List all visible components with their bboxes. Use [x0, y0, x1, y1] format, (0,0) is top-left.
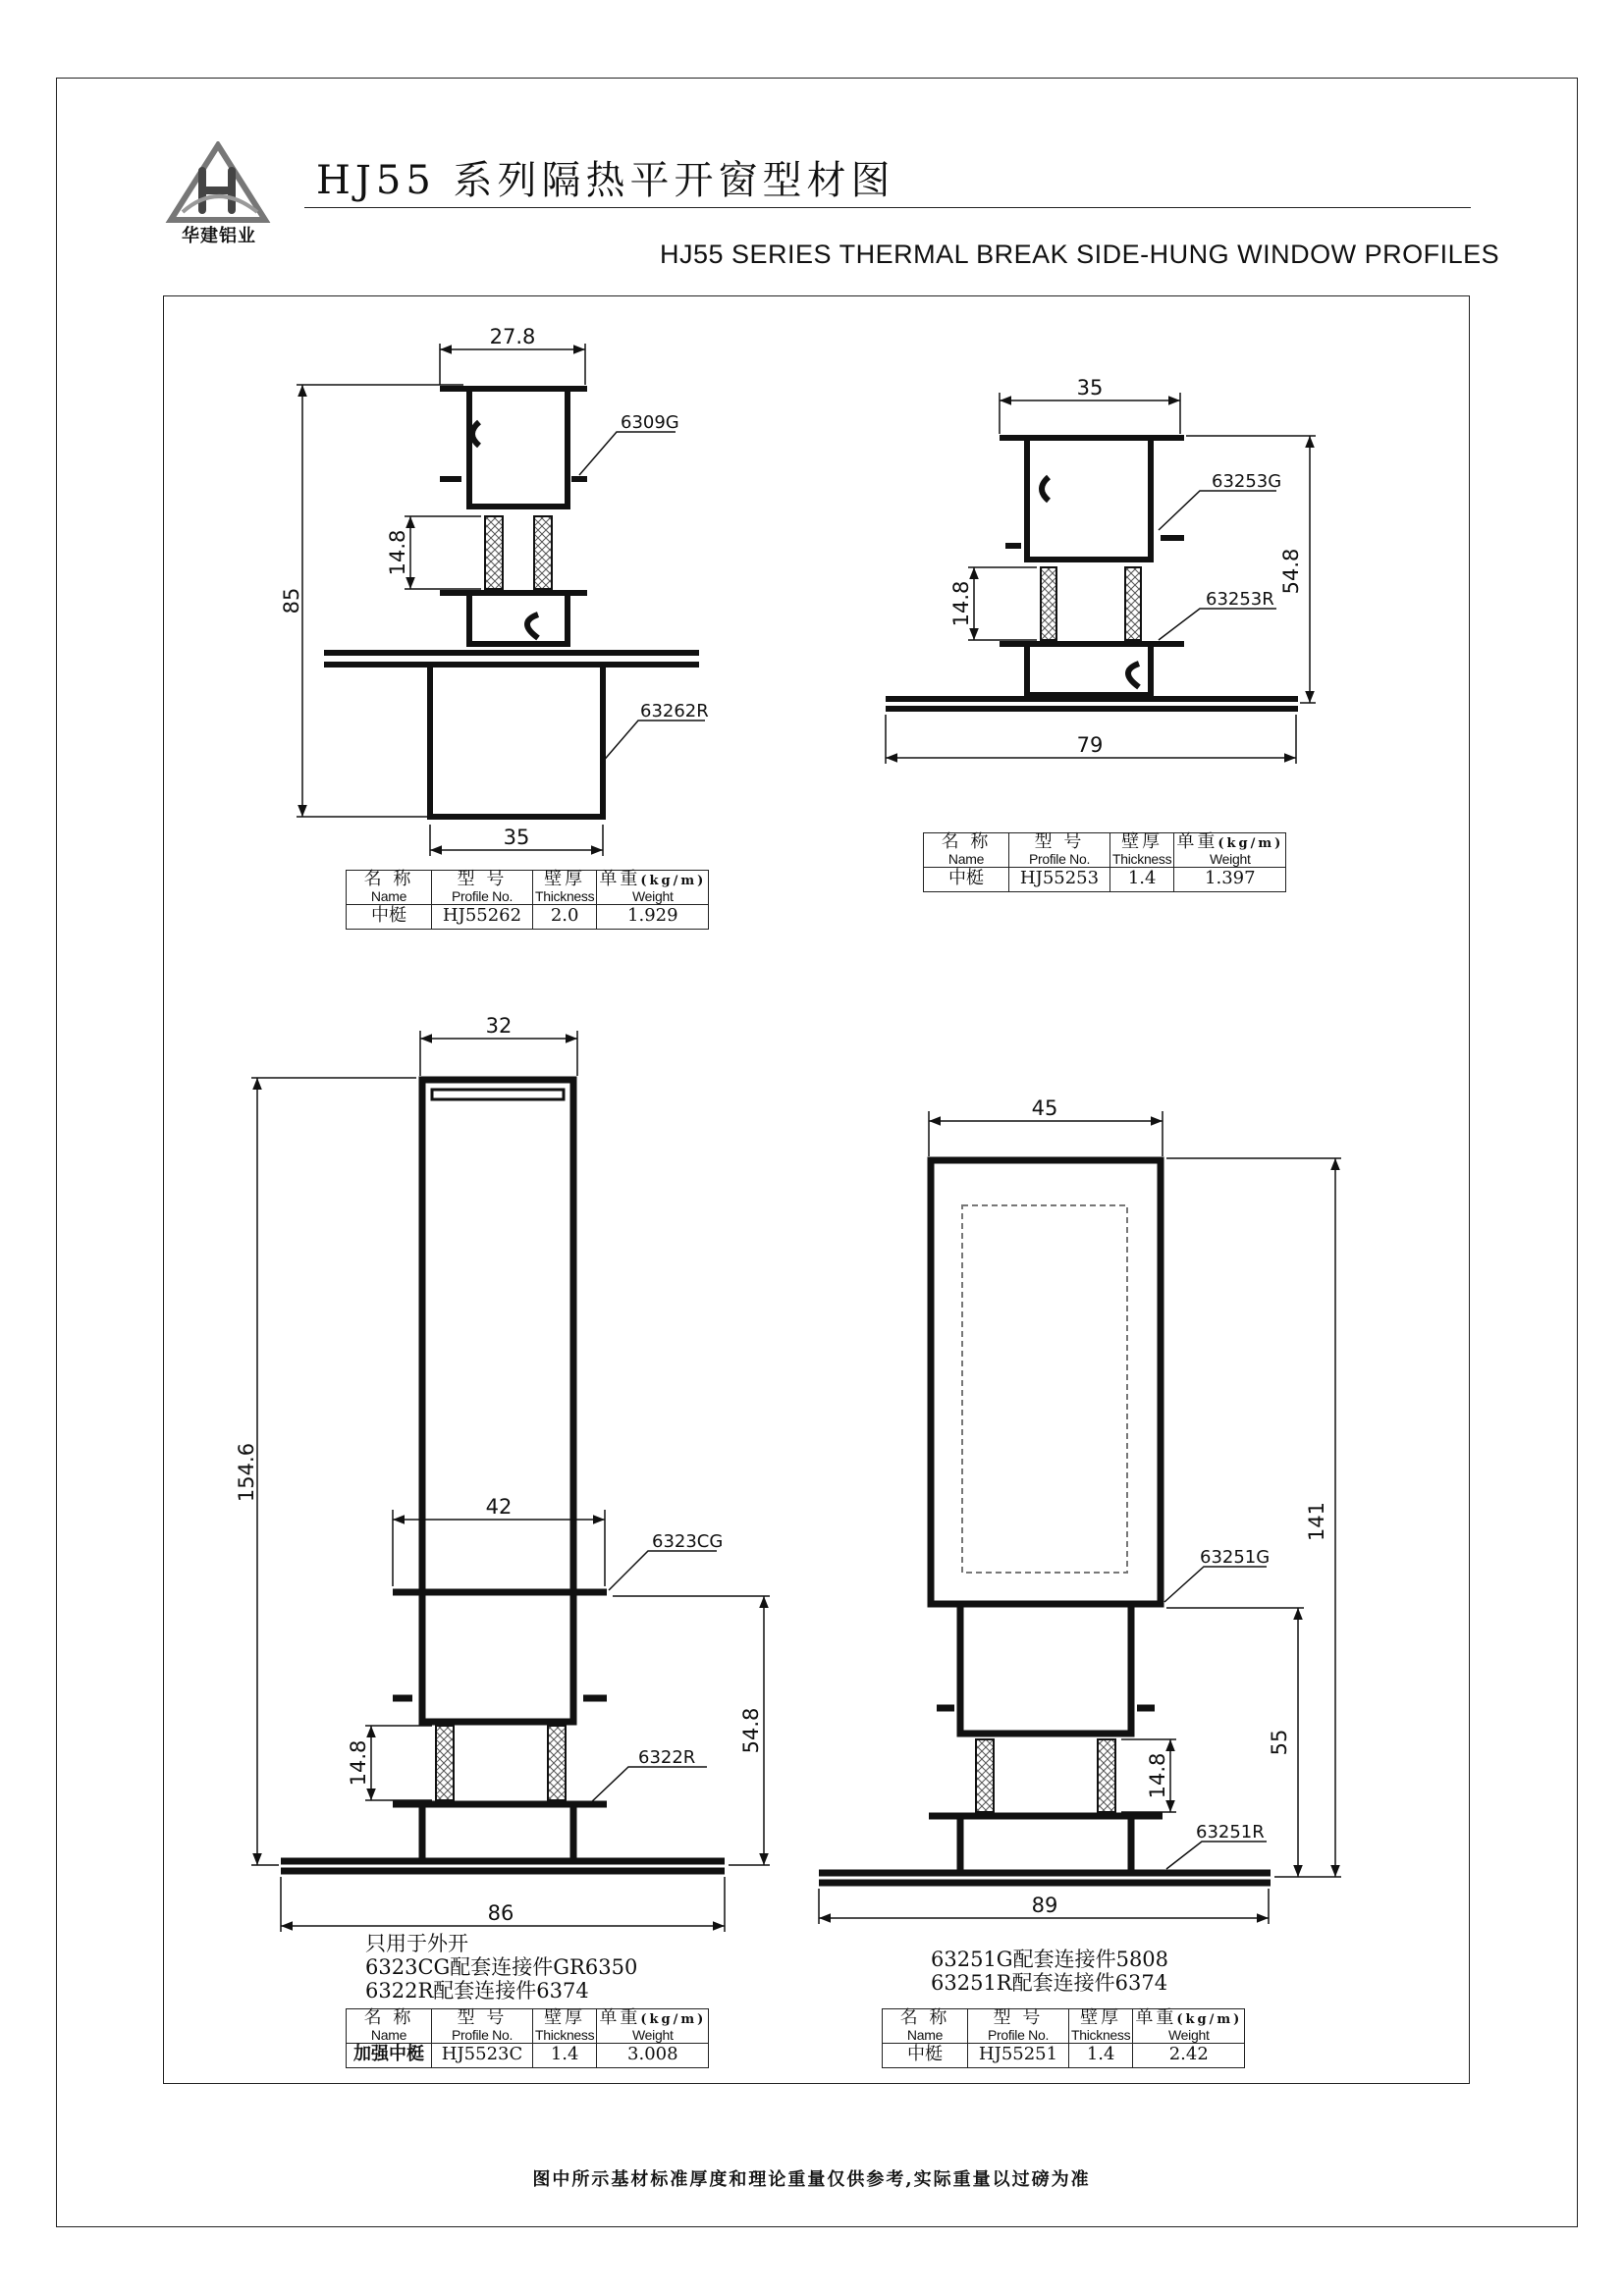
profile-4-height: 141 [1305, 1501, 1328, 1542]
profile-4-lower-height: 55 [1268, 1729, 1291, 1756]
profile-4-inner-reinforcement [962, 1205, 1127, 1573]
profile-4-note-2: 63251R配套连接件6374 [931, 1971, 1168, 1995]
weight-header-en: Weight [632, 2026, 674, 2043]
name-header-en: Name [947, 850, 985, 867]
spec-table-3 [346, 2008, 709, 2068]
thickness-header-en: Thickness [535, 2026, 595, 2043]
profile-3-top-width: 32 [485, 1014, 513, 1038]
name-header: 名 称 [363, 2007, 414, 2028]
logo-text: 华建铝业 [182, 226, 256, 246]
profile-1-height: 85 [280, 587, 303, 614]
name-header: 名 称 [363, 869, 414, 889]
profile-thickness: 1.4 [1110, 867, 1174, 891]
weight-header: 单重 [1135, 2007, 1177, 2028]
profile-1-bottom-width: 35 [503, 826, 530, 849]
thickness-header: 壁厚 [544, 869, 586, 889]
profile-4-label-bottom: 63251R [1196, 1822, 1265, 1842]
profile-3-dimensions [251, 1031, 770, 1932]
profile-header: 型 号 [457, 2007, 508, 2028]
profile-2-height: 54.8 [1279, 548, 1303, 595]
profile-4-drawing [819, 1160, 1271, 1883]
profile-2-bottom-width: 79 [1076, 733, 1104, 757]
profile-weight: 3.008 [597, 2043, 709, 2067]
profile-1-label-bottom: 63262R [640, 701, 709, 721]
profile-4-note-1: 63251G配套连接件5808 [931, 1948, 1169, 1971]
profile-3-note-1: 只用于外开 [365, 1932, 468, 1955]
profile-4-notes [931, 1948, 1168, 1995]
profile-name: 中梃 [924, 867, 1009, 891]
profile-4-top-width: 45 [1031, 1096, 1058, 1120]
profile-4-dimensions [819, 1111, 1341, 1924]
profile-2-label-bottom: 63253R [1206, 589, 1274, 610]
profile-weight: 1.929 [597, 904, 709, 929]
profile-4-bottom-width: 89 [1031, 1894, 1058, 1917]
profile-3-mid-width: 42 [485, 1495, 513, 1519]
profile-header: 型 号 [457, 869, 508, 889]
profile-3-label-top: 6323CG [652, 1531, 724, 1552]
name-header: 名 称 [899, 2007, 950, 2028]
thickness-header-en: Thickness [1112, 850, 1172, 867]
profile-no: HJ55253 [1009, 867, 1110, 891]
thickness-header: 壁厚 [1121, 831, 1163, 852]
profile-name: 中梃 [883, 2043, 968, 2067]
weight-header: 单重 [599, 869, 641, 889]
weight-unit: (kg/m) [1217, 836, 1284, 851]
name-header-en: Name [906, 2026, 944, 2043]
profile-header: 型 号 [993, 2007, 1044, 2028]
profile-header: 型 号 [1034, 831, 1085, 852]
profile-3-strip: 14.8 [347, 1739, 370, 1787]
profile-1-label-top: 6309G [621, 412, 679, 433]
profile-2-top-width: 35 [1076, 376, 1104, 400]
profile-3-note-3: 6322R配套连接件6374 [365, 1979, 589, 2002]
profile-1-strip: 14.8 [386, 529, 409, 576]
thickness-header: 壁厚 [1080, 2007, 1122, 2028]
weight-unit: (kg/m) [1176, 2012, 1243, 2027]
profile-no: HJ55262 [432, 904, 533, 929]
profile-header-en: Profile No. [451, 887, 514, 904]
profile-1-drawing [324, 389, 699, 817]
weight-header-en: Weight [1210, 850, 1251, 867]
profile-thickness: 1.4 [1069, 2043, 1133, 2067]
profile-3-height: 154.6 [235, 1442, 258, 1503]
profile-thickness: 2.0 [533, 904, 597, 929]
profile-3-label-bottom: 6322R [638, 1747, 696, 1768]
name-header: 名 称 [941, 831, 992, 852]
weight-header-en: Weight [632, 887, 674, 904]
profile-3-lower-height: 54.8 [739, 1707, 763, 1754]
thickness-header-en: Thickness [535, 887, 595, 904]
profile-weight: 2.42 [1133, 2043, 1245, 2067]
weight-header: 单重 [599, 2007, 641, 2028]
weight-unit: (kg/m) [640, 2012, 707, 2027]
spec-table-4 [882, 2008, 1245, 2068]
profile-4-label-top: 63251G [1200, 1547, 1271, 1568]
footer-disclaimer: 图中所示基材标准厚度和理论重量仅供参考,实际重量以过磅为准 [532, 2169, 1091, 2190]
profile-2-label-top: 63253G [1212, 471, 1282, 492]
weight-header: 单重 [1176, 831, 1218, 852]
weight-header-en: Weight [1168, 2026, 1210, 2043]
profile-no: HJ5523C [432, 2043, 533, 2067]
profile-weight: 1.397 [1174, 867, 1286, 891]
profile-1-top-width: 27.8 [489, 325, 536, 348]
thickness-header: 壁厚 [544, 2007, 586, 2028]
weight-unit: (kg/m) [640, 874, 707, 888]
spec-table-1 [346, 870, 709, 930]
profile-name: 加强中梃 [347, 2043, 432, 2067]
name-header-en: Name [370, 2026, 407, 2043]
profile-header-en: Profile No. [451, 2026, 514, 2043]
profile-3-notes [365, 1932, 637, 2002]
profile-header-en: Profile No. [1028, 850, 1091, 867]
profile-3-note-2: 6323CG配套连接件GR6350 [365, 1955, 638, 1979]
profile-thickness: 1.4 [533, 2043, 597, 2067]
page-title: HJ55 系列隔热平开窗型材图 [316, 158, 895, 203]
profile-3-bottom-width: 86 [487, 1901, 514, 1925]
profile-4-strip: 14.8 [1146, 1752, 1169, 1799]
spec-table-2 [923, 832, 1286, 892]
profile-name: 中梃 [347, 904, 432, 929]
name-header-en: Name [370, 887, 407, 904]
thickness-header-en: Thickness [1071, 2026, 1131, 2043]
page-subtitle: HJ55 SERIES THERMAL BREAK SIDE-HUNG WINDOW PROFILES [660, 240, 1500, 269]
profile-no: HJ55251 [968, 2043, 1069, 2067]
profile-header-en: Profile No. [987, 2026, 1050, 2043]
profile-2-strip: 14.8 [949, 580, 973, 627]
